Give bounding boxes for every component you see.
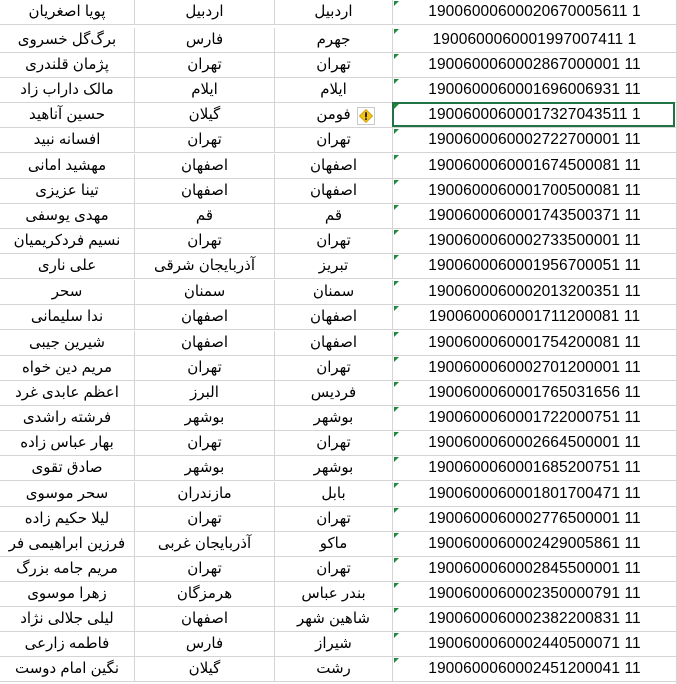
code-cell[interactable]: 1900600060001956700051 11	[393, 254, 677, 279]
code-cell[interactable]: 1900600060001674500081 11	[393, 154, 677, 179]
city-cell[interactable]: تهران	[275, 557, 393, 582]
name-cell[interactable]: تینا عزیزی	[0, 179, 135, 204]
error-triangle-icon	[394, 180, 399, 185]
error-triangle-icon	[394, 281, 399, 286]
province-cell[interactable]: مازندران	[135, 482, 275, 507]
city-cell[interactable]: اصفهان	[275, 179, 393, 204]
province-cell[interactable]: قم	[135, 204, 275, 229]
error-triangle-icon	[394, 79, 399, 84]
table-row	[0, 128, 677, 153]
table-row	[0, 0, 677, 25]
city-cell[interactable]: بوشهر	[275, 456, 393, 481]
error-triangle-icon	[394, 432, 399, 437]
province-cell[interactable]: ایلام	[135, 78, 275, 103]
province-cell[interactable]: فارس	[135, 632, 275, 657]
province-cell[interactable]: تهران	[135, 431, 275, 456]
province-cell[interactable]: هرمزگان	[135, 582, 275, 607]
table-row	[0, 356, 677, 381]
province-cell[interactable]: تهران	[135, 53, 275, 78]
code-cell[interactable]: 1900600060001685200751 11	[393, 456, 677, 481]
table-row	[0, 305, 677, 330]
name-cell[interactable]: اعظم عابدی غرد	[0, 381, 135, 406]
name-cell[interactable]: پویا اصغریان	[0, 0, 135, 25]
name-cell[interactable]: زهرا موسوی	[0, 582, 135, 607]
error-triangle-icon	[394, 508, 399, 513]
province-cell[interactable]: گیلان	[135, 657, 275, 682]
city-cell[interactable]: تهران	[275, 507, 393, 532]
name-cell[interactable]: برگ‌گل خسروی	[0, 28, 135, 53]
code-cell[interactable]: 19006000600020670005611 1	[393, 0, 677, 25]
code-cell[interactable]: 19006000600017327043511 1	[393, 103, 677, 128]
name-cell[interactable]: فرزین ابراهیمی فر	[0, 532, 135, 557]
code-cell[interactable]: 1900600060002451200041 11	[393, 657, 677, 682]
table-row	[0, 381, 677, 406]
province-cell[interactable]: آذربایجان غربی	[135, 532, 275, 557]
name-cell[interactable]: مهدی یوسفی	[0, 204, 135, 229]
city-cell[interactable]: شیراز	[275, 632, 393, 657]
name-cell[interactable]: نگین امام دوست	[0, 657, 135, 682]
code-cell[interactable]: 1900600060002664500001 11	[393, 431, 677, 456]
table-row	[0, 607, 677, 632]
error-triangle-icon	[394, 129, 399, 134]
name-cell[interactable]: سحر	[0, 280, 135, 305]
table-row	[0, 507, 677, 532]
error-triangle-icon	[394, 155, 399, 160]
province-cell[interactable]: گیلان	[135, 103, 275, 128]
error-triangle-icon	[394, 1, 399, 6]
city-cell[interactable]: قم	[275, 204, 393, 229]
error-triangle-icon	[394, 457, 399, 462]
table-row	[0, 103, 677, 128]
name-cell[interactable]: لیلی جلالی نژاد	[0, 607, 135, 632]
code-cell[interactable]: 1900600060002776500001 11	[393, 507, 677, 532]
error-triangle-icon	[394, 633, 399, 638]
province-cell[interactable]: اصفهان	[135, 179, 275, 204]
name-cell[interactable]: بهار عباس زاده	[0, 431, 135, 456]
code-cell[interactable]: 1900600060002845500001 11	[393, 557, 677, 582]
error-triangle-icon	[394, 583, 399, 588]
code-cell[interactable]: 1900600060001754200081 11	[393, 331, 677, 356]
error-triangle-icon	[394, 29, 399, 34]
error-triangle-icon	[394, 407, 399, 412]
province-cell[interactable]: تهران	[135, 557, 275, 582]
name-cell[interactable]: فرشته راشدی	[0, 406, 135, 431]
province-cell[interactable]: اصفهان	[135, 154, 275, 179]
code-cell[interactable]: 1900600060001765031656 11	[393, 381, 677, 406]
error-triangle-icon	[394, 332, 399, 337]
city-cell[interactable]: اردبیل	[275, 0, 393, 25]
table-row	[0, 557, 677, 582]
error-triangle-icon	[394, 306, 399, 311]
province-cell[interactable]: تهران	[135, 507, 275, 532]
city-cell[interactable]: تهران	[275, 431, 393, 456]
table-row	[0, 431, 677, 456]
city-cell[interactable]: رشت	[275, 657, 393, 682]
warning-icon	[359, 109, 373, 123]
province-cell[interactable]: بوشهر	[135, 406, 275, 431]
name-cell[interactable]: سحر موسوی	[0, 482, 135, 507]
name-cell[interactable]: مریم جامه بزرگ	[0, 557, 135, 582]
name-cell[interactable]: لیلا حکیم زاده	[0, 507, 135, 532]
code-cell[interactable]: 1900600060002350000791 11	[393, 582, 677, 607]
table-row	[0, 657, 677, 682]
table-row	[0, 204, 677, 229]
error-triangle-icon	[394, 558, 399, 563]
province-cell[interactable]: تهران	[135, 229, 275, 254]
code-cell[interactable]: 1900600060002429005861 11	[393, 532, 677, 557]
name-cell[interactable]: ندا سلیمانی	[0, 305, 135, 330]
table-row	[0, 482, 677, 507]
city-cell[interactable]: بندر عباس	[275, 582, 393, 607]
code-cell[interactable]: 1900600060001700500081 11	[393, 179, 677, 204]
code-cell[interactable]: 1900600060002382200831 11	[393, 607, 677, 632]
city-cell[interactable]: تهران	[275, 128, 393, 153]
city-cell[interactable]: تهران	[275, 53, 393, 78]
province-cell[interactable]: فارس	[135, 28, 275, 53]
table-row	[0, 28, 677, 53]
error-triangle-icon	[394, 54, 399, 59]
city-cell[interactable]: تهران	[275, 356, 393, 381]
table-row	[0, 254, 677, 279]
code-cell[interactable]: 1900600060002733500001 11	[393, 229, 677, 254]
city-cell[interactable]: فردیس	[275, 381, 393, 406]
table-row	[0, 229, 677, 254]
city-cell[interactable]: بوشهر	[275, 406, 393, 431]
table-row	[0, 456, 677, 481]
table-row	[0, 280, 677, 305]
table-row	[0, 331, 677, 356]
name-cell[interactable]: مهشید امانی	[0, 154, 135, 179]
code-cell[interactable]: 1900600060002701200001 11	[393, 356, 677, 381]
error-triangle-icon	[394, 533, 399, 538]
city-cell[interactable]: فومن	[275, 103, 393, 128]
code-cell[interactable]: 1900600060001696006931 11	[393, 78, 677, 103]
name-cell[interactable]: صادق تقوی	[0, 456, 135, 481]
table-row	[0, 179, 677, 204]
province-cell[interactable]: تهران	[135, 356, 275, 381]
city-cell[interactable]: اصفهان	[275, 154, 393, 179]
table-row	[0, 406, 677, 431]
error-triangle-icon	[394, 658, 399, 663]
city-cell[interactable]: اصفهان	[275, 331, 393, 356]
province-cell[interactable]: البرز	[135, 381, 275, 406]
table-row	[0, 154, 677, 179]
name-cell[interactable]: نسیم فردکریمیان	[0, 229, 135, 254]
city-cell[interactable]: ماکو	[275, 532, 393, 557]
code-cell[interactable]: 1900600060001743500371 11	[393, 204, 677, 229]
province-cell[interactable]: اصفهان	[135, 305, 275, 330]
error-triangle-icon	[394, 104, 399, 109]
city-cell[interactable]: شاهین شهر	[275, 607, 393, 632]
error-triangle-icon	[394, 357, 399, 362]
table-row	[0, 78, 677, 103]
name-cell[interactable]: شیرین جیبی	[0, 331, 135, 356]
code-cell[interactable]: 1900600060001722000751 11	[393, 406, 677, 431]
name-cell[interactable]: مالک داراب زاد	[0, 78, 135, 103]
province-cell[interactable]: اردبیل	[135, 0, 275, 25]
name-cell[interactable]: پژمان قلندری	[0, 53, 135, 78]
table-row	[0, 532, 677, 557]
province-cell[interactable]: اصفهان	[135, 607, 275, 632]
province-cell[interactable]: اصفهان	[135, 331, 275, 356]
error-triangle-icon	[394, 382, 399, 387]
city-cell[interactable]: ایلام	[275, 78, 393, 103]
error-triangle-icon	[394, 608, 399, 613]
code-cell[interactable]: 1900600060002013200351 11	[393, 280, 677, 305]
name-cell[interactable]: مریم دین خواه	[0, 356, 135, 381]
city-cell[interactable]: تهران	[275, 229, 393, 254]
city-cell[interactable]: بابل	[275, 482, 393, 507]
city-cell[interactable]: تبریز	[275, 254, 393, 279]
table-row	[0, 53, 677, 78]
province-cell[interactable]: آذربایجان شرقی	[135, 254, 275, 279]
code-cell[interactable]: 1900600060001711200081 11	[393, 305, 677, 330]
city-cell[interactable]: سمنان	[275, 280, 393, 305]
province-cell[interactable]: تهران	[135, 128, 275, 153]
error-triangle-icon	[394, 483, 399, 488]
table-row	[0, 632, 677, 657]
table-row	[0, 582, 677, 607]
name-cell[interactable]: فاطمه زارعی	[0, 632, 135, 657]
error-triangle-icon	[394, 230, 399, 235]
code-cell[interactable]: 1900600060001801700471 11	[393, 482, 677, 507]
province-cell[interactable]: سمنان	[135, 280, 275, 305]
code-cell[interactable]: 1900600060002440500071 11	[393, 632, 677, 657]
code-cell[interactable]: 1900600060002867000001 11	[393, 53, 677, 78]
error-triangle-icon	[394, 255, 399, 260]
name-cell[interactable]: افسانه نبید	[0, 128, 135, 153]
code-cell[interactable]: 1900600060002722700001 11	[393, 128, 677, 153]
error-triangle-icon	[394, 205, 399, 210]
name-cell[interactable]: علی ناری	[0, 254, 135, 279]
city-cell[interactable]: جهرم	[275, 28, 393, 53]
city-cell[interactable]: اصفهان	[275, 305, 393, 330]
name-cell[interactable]: حسین آناهید	[0, 103, 135, 128]
code-cell[interactable]: 1900600060001997007411 1	[393, 28, 677, 53]
error-check-button[interactable]	[357, 107, 375, 125]
province-cell[interactable]: بوشهر	[135, 456, 275, 481]
